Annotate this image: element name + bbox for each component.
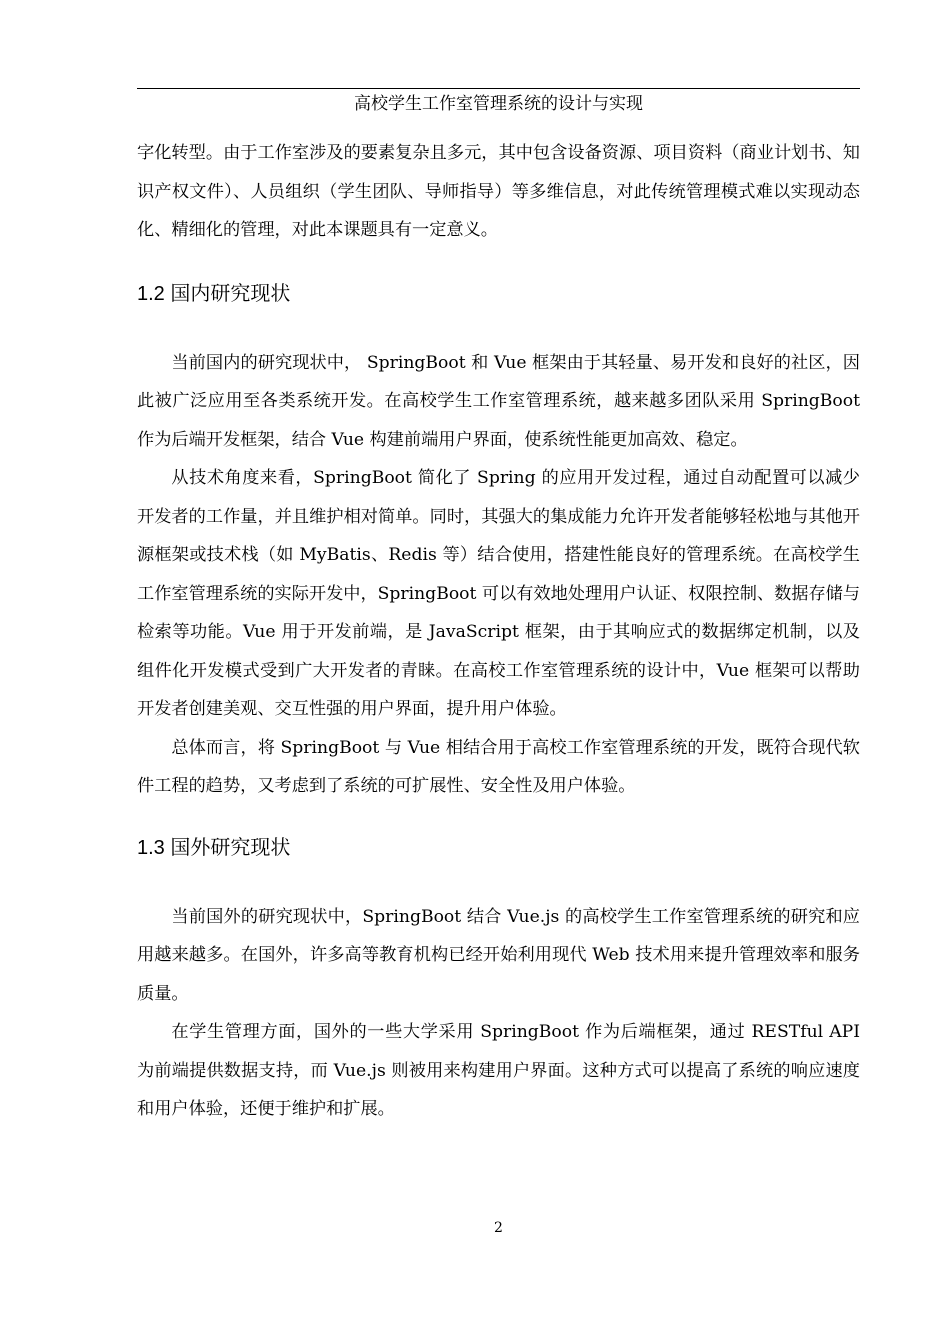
section-heading-1-3: 1.3 国外研究现状 <box>137 836 291 859</box>
section-heading-1-2: 1.2 国内研究现状 <box>137 282 291 305</box>
paragraph: 在学生管理方面，国外的一些大学采用 SpringBoot 作为后端框架，通过 RESTful API 为前端提供数据支持，而 Vue.js 则被用来构建用户界面。这种方式可以提高了系统的响应速度和用户体验，还便于维护和扩展。 <box>137 1022 860 1119</box>
page-number: 2 <box>494 1220 503 1236</box>
paragraph: 当前国内的研究现状中， SpringBoot 和 Vue 框架由于其轻量、易开发和良好的社区，因此被广泛应用至各类系统开发。在高校学生工作室管理系统，越来越多团队采用 SpringBoot 作为后端开发框架，结合 Vue 构建前端用户界面，使系统性能更加高效、稳定。 <box>137 352 860 450</box>
paragraph: 从技术角度来看，SpringBoot 简化了 Spring 的应用开发过程，通过自动配置可以减少开发者的工作量，并且维护相对简单。同时，其强大的集成能力允许开发者能够轻松地与其他开源框架或技术栈（如 MyBatis、Redis 等）结合使用，搭建性能良好的管理系统。在高校学生工作室管理系统的实际开发中，SpringBoot 可以有效地处理用户认证、权限控制、数据存储与检索等功能。Vue 用于开发前端，是 JavaScript 框架，由于其响应式的数据绑定机制，以及组件化开发模式受到广大开发者的青睐。在高校工作室管理系统的设计中，Vue 框架可以帮助开发者创建美观、交互性强的用户界面，提升用户体验。 <box>137 468 861 719</box>
running-header: 高校学生工作室管理系统的设计与实现 <box>354 94 643 114</box>
intro-paragraph: 字化转型。由于工作室涉及的要素复杂且多元，其中包含设备资源、项目资料（商业计划书、知识产权文件）、人员组织（学生团队、导师指导）等多维信息，对此传统管理模式难以实现动态化、精细化的管理，对此本课题具有一定意义。 <box>137 143 860 240</box>
paragraph: 总体而言，将 SpringBoot 与 Vue 相结合用于高校工作室管理系统的开发，既符合现代软件工程的趋势，又考虑到了系统的可扩展性、安全性及用户体验。 <box>137 737 860 796</box>
header-rule <box>137 88 860 89</box>
page-content <box>137 134 860 1129</box>
paragraph: 当前国外的研究现状中，SpringBoot 结合 Vue.js 的高校学生工作室管理系统的研究和应用越来越多。在国外，许多高等教育机构已经开始利用现代 Web 技术用来提升管理效率和服务质量。 <box>137 906 860 1004</box>
